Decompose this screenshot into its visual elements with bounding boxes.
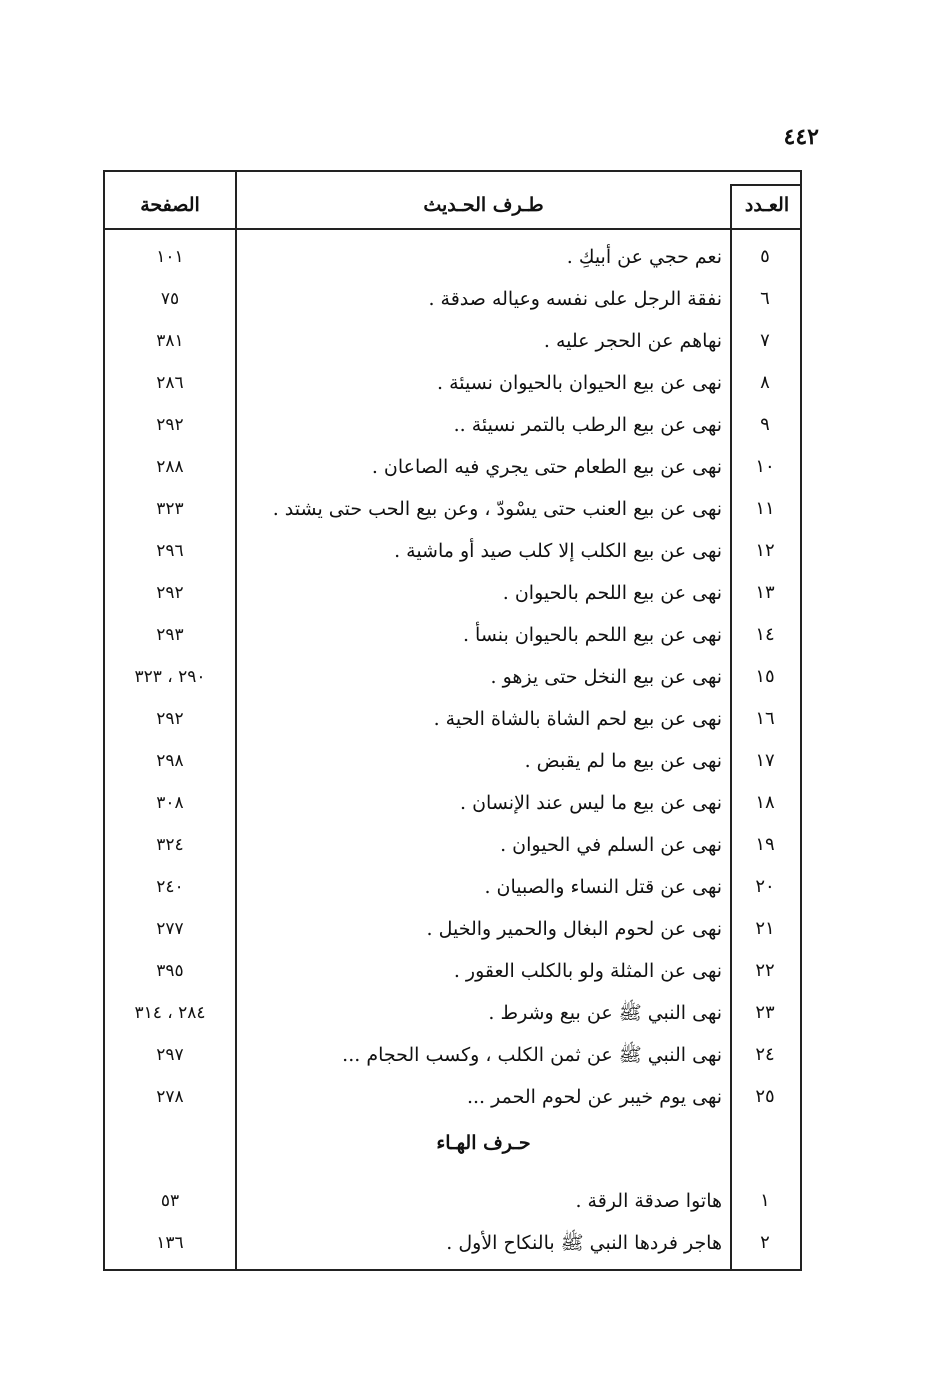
table-row [105, 656, 800, 698]
hadith-text: هاتوا صدقة الرقة . [575, 1190, 722, 1212]
header-hadith: طـرف الحـديث [423, 194, 544, 216]
table-row [105, 1180, 800, 1222]
row-number: ١٠ [755, 456, 775, 477]
page-reference: ٣٩٥ [156, 961, 184, 981]
table-row [105, 908, 800, 950]
page-reference: ٧٥ [160, 289, 180, 309]
hadith-text: نهى عن بيع الرطب بالتمر نسيئة .. [453, 414, 722, 436]
hadith-text: نهى يوم خيبر عن لحوم الحمر ... [466, 1086, 722, 1108]
page-reference: ٢٩٣ [156, 625, 184, 645]
hadith-text: نهى عن بيع ما ليس عند الإنسان . [460, 792, 722, 814]
hadith-text: نهاهم عن الحجر عليه . [543, 330, 722, 352]
page-reference: ٢٨٨ [156, 457, 184, 477]
table-row [105, 404, 800, 446]
row-number: ٢٥ [755, 1086, 775, 1107]
row-number: ١٤ [755, 624, 775, 645]
table-row [105, 992, 800, 1034]
table-row [105, 866, 800, 908]
page-reference: ٢٨٤ ، ٣١٤ [134, 1003, 206, 1023]
page-reference: ٢٩٠ ، ٣٢٣ [134, 667, 206, 687]
hadith-text: نهى عن بيع اللحم بالحيوان بنسأ . [462, 624, 722, 646]
row-number: ٩ [760, 414, 770, 435]
hadith-text: نعم حجي عن أبيكِ . [566, 246, 722, 268]
row-number: ٨ [760, 372, 770, 393]
table-row [105, 950, 800, 992]
hadith-text: نهى عن بيع الطعام حتى يجري فيه الصاعان . [371, 456, 722, 478]
page-reference: ٢٩٨ [156, 751, 184, 771]
row-number: ٦ [760, 288, 770, 309]
page-number: ٤٤٢ [783, 124, 819, 150]
row-number: ٢ [760, 1232, 770, 1253]
header-divider [105, 228, 800, 230]
table-row [105, 614, 800, 656]
page-reference: ٥٣ [160, 1191, 180, 1211]
table-row [105, 782, 800, 824]
table-row [105, 320, 800, 362]
hadith-text: نهى عن لحوم البغال والحمير والخيل . [426, 918, 722, 940]
row-number: ١٦ [755, 708, 775, 729]
row-number: ٢٠ [755, 876, 775, 897]
row-number: ١ [760, 1190, 770, 1211]
page-reference: ١٠١ [156, 247, 184, 267]
page-reference: ١٣٦ [156, 1233, 184, 1253]
page-reference: ٣٠٨ [156, 793, 184, 813]
hadith-text: نهى عن بيع ما لم يقبض . [524, 750, 722, 772]
page-reference: ٢٩٦ [156, 541, 184, 561]
page-reference: ٣٢٣ [156, 499, 184, 519]
page-reference: ٢٨٦ [156, 373, 184, 393]
page-reference: ٢٩٢ [156, 583, 184, 603]
table-row [105, 278, 800, 320]
page-reference: ٢٩٢ [156, 415, 184, 435]
hadith-text: نهى النبي ﷺ عن ثمن الكلب ، وكسب الحجام ... [342, 1044, 722, 1066]
row-number: ٢٤ [755, 1044, 775, 1065]
table-row [105, 446, 800, 488]
header-number: العـدد [744, 194, 790, 216]
row-number: ١١ [755, 498, 775, 519]
page-reference: ٢٩٢ [156, 709, 184, 729]
row-number: ٢١ [755, 918, 775, 939]
section-title: حـرف الهـاء [436, 1132, 531, 1154]
table-row [105, 1076, 800, 1118]
hadith-text: نهى عن قتل النساء والصبيان . [484, 876, 722, 898]
row-number: ١٩ [755, 834, 775, 855]
table-row [105, 740, 800, 782]
row-number: ٧ [760, 330, 770, 351]
row-number: ١٨ [755, 792, 775, 813]
hadith-text: نهى عن المثلة ولو بالكلب العقور . [453, 960, 722, 982]
table-row [105, 1222, 800, 1264]
page-reference: ٢٧٨ [156, 1087, 184, 1107]
row-number: ١٥ [755, 666, 775, 687]
hadith-text: نهى عن بيع اللحم بالحيوان . [502, 582, 722, 604]
header-page: الصفحة [140, 194, 200, 216]
page-reference: ٣٨١ [156, 331, 184, 351]
table-row [105, 530, 800, 572]
hadith-text: نهى عن السلم في الحيوان . [500, 834, 722, 856]
table-row [105, 236, 800, 278]
page-reference: ٢٩٧ [156, 1045, 184, 1065]
hadith-text: نهى عن بيع الحيوان بالحيوان نسيئة . [436, 372, 722, 394]
hadith-text: نهى عن بيع لحم الشاة بالشاة الحية . [433, 708, 722, 730]
row-number: ١٧ [755, 750, 775, 771]
row-number: ١٢ [755, 540, 775, 561]
table-row [105, 488, 800, 530]
table-row [105, 572, 800, 614]
hadith-text: هاجر فردها النبي ﷺ بالنكاح الأول . [446, 1232, 722, 1254]
hadith-text: نهى عن بيع الكلب إلا كلب صيد أو ماشية . [394, 540, 722, 562]
row-number: ٢٢ [755, 960, 775, 981]
hadith-text: نفقة الرجل على نفسه وعياله صدقة . [428, 288, 722, 310]
row-number: ٢٣ [755, 1002, 775, 1023]
table-row [105, 698, 800, 740]
row-number: ٥ [760, 246, 770, 267]
hadith-index-table [103, 170, 802, 1271]
number-header-top-line [730, 184, 802, 186]
page-reference: ٢٤٠ [156, 877, 184, 897]
table-row [105, 362, 800, 404]
row-number: ١٣ [755, 582, 775, 603]
hadith-text: نهى النبي ﷺ عن بيع وشرط . [488, 1002, 722, 1024]
page-reference: ٣٢٤ [156, 835, 184, 855]
page-reference: ٢٧٧ [156, 919, 184, 939]
hadith-text: نهى عن بيع النخل حتى يزهو . [490, 666, 722, 688]
table-row [105, 824, 800, 866]
table-row [105, 1034, 800, 1076]
hadith-text: نهى عن بيع العنب حتى يسْودّ ، وعن بيع الحب حتى يشتد . [272, 498, 722, 520]
